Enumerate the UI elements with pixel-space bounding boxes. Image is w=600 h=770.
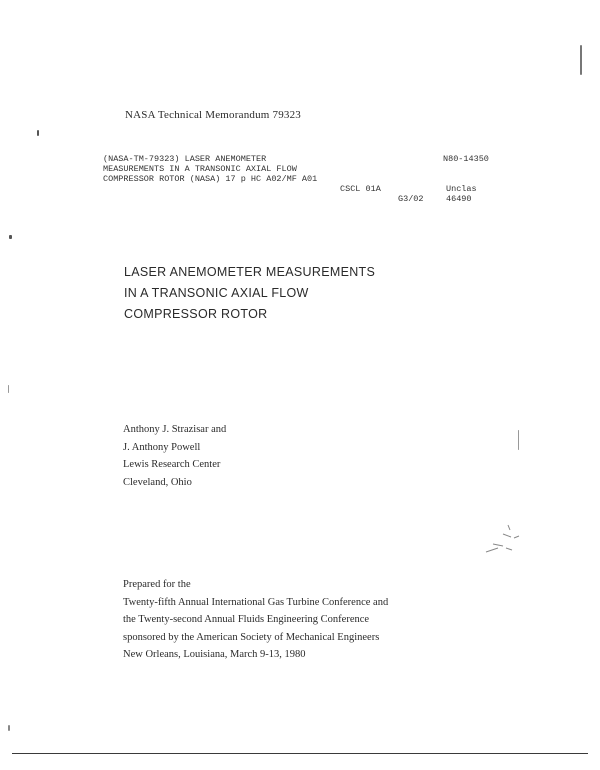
- author-line: Cleveland, Ohio: [123, 476, 192, 488]
- prepared-line: sponsored by the American Society of Mechanical Engineers: [123, 631, 380, 643]
- title-line: COMPRESSOR ROTOR: [124, 307, 268, 321]
- accession-cscl: CSCL 01A: [340, 184, 381, 194]
- prepared-line: Twenty-fifth Annual International Gas Turbine Conference and: [123, 596, 389, 608]
- scan-speck: [37, 130, 39, 136]
- accession-block: [103, 154, 523, 214]
- author-line: Anthony J. Strazisar and: [123, 424, 227, 435]
- accession-number: N80-14350: [443, 154, 489, 164]
- title-line: IN A TRANSONIC AXIAL FLOW: [124, 286, 309, 300]
- accession-line-3: COMPRESSOR ROTOR (NASA) 17 p HC A02/MF A01: [103, 174, 318, 184]
- accession-category: G3/02: [398, 194, 424, 204]
- prepared-line: New Orleans, Louisiana, March 9-13, 1980: [123, 649, 306, 660]
- accession-id: 46490: [446, 194, 472, 204]
- bottom-rule: [12, 753, 588, 754]
- author-line: J. Anthony Powell: [123, 441, 201, 453]
- author-block: [123, 421, 226, 491]
- scan-speck: [9, 235, 12, 239]
- prepared-line: Prepared for the: [123, 579, 191, 590]
- report-title: [124, 262, 375, 325]
- prepared-line: the Twenty-second Annual Fluids Engineering Conference: [123, 614, 370, 625]
- prepared-for-block: [123, 576, 388, 664]
- scan-speck: [8, 725, 10, 731]
- scan-speck: [580, 45, 582, 75]
- scan-scribble: [478, 522, 523, 557]
- accession-line-1: (NASA-TM-79323) LASER ANEMOMETER: [103, 154, 267, 164]
- accession-unclas: Unclas: [446, 184, 477, 194]
- accession-line-2: MEASUREMENTS IN A TRANSONIC AXIAL FLOW: [103, 164, 297, 174]
- scan-speck: [8, 385, 9, 393]
- author-line: Lewis Research Center: [123, 459, 221, 470]
- title-line: LASER ANEMOMETER MEASUREMENTS: [124, 265, 376, 279]
- memo-title: NASA Technical Memorandum 79323: [125, 109, 302, 121]
- scan-speck: [518, 430, 519, 450]
